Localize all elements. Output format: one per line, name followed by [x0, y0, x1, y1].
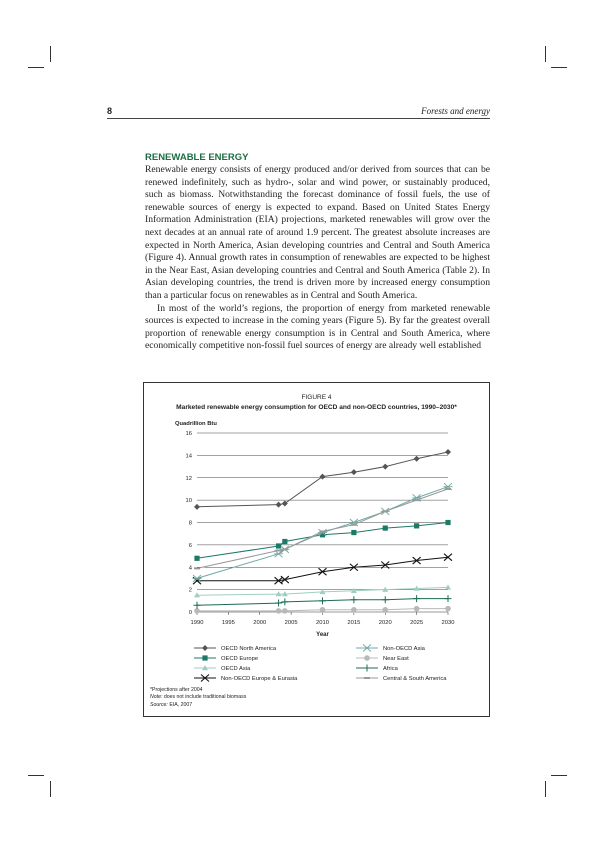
data-point-near-east	[276, 608, 282, 614]
crop-mark	[28, 67, 44, 68]
data-point-africa	[413, 595, 420, 602]
data-point-oecd-europe	[194, 556, 199, 561]
x-tick-label: 1995	[221, 620, 235, 626]
data-point-oecd-europe	[383, 525, 388, 530]
x-tick-label: 2030	[441, 620, 455, 626]
data-point-near-east	[382, 607, 388, 613]
figure-title: Marketed renewable energy consumption for OECD and non-OECD countries, 1990–2030*	[176, 404, 457, 411]
source-text: EIA, 2007	[167, 701, 193, 708]
data-point-oecd-north-america	[414, 456, 420, 462]
legend-marker	[202, 655, 207, 660]
y-tick-label: 2	[188, 587, 192, 594]
legend-label: Non-OECD Asia	[383, 646, 425, 652]
y-tick-label: 16	[185, 431, 192, 437]
y-tick-label: 0	[188, 610, 192, 616]
crop-mark	[551, 67, 567, 68]
y-tick-label: 4	[188, 565, 192, 572]
x-tick-label: 2015	[347, 620, 361, 626]
y-tick-label: 10	[185, 498, 192, 505]
figure-4	[143, 382, 490, 717]
data-point-africa	[194, 602, 201, 609]
x-tick-label: 2000	[253, 620, 267, 626]
line-chart	[144, 383, 489, 683]
crop-mark	[551, 775, 567, 776]
y-tick-label: 8	[188, 520, 192, 527]
series-line-oecd-europe	[197, 523, 448, 559]
projections-note: *Projections after 2004	[150, 687, 203, 693]
source-note	[150, 702, 246, 709]
data-point-oecd-europe	[282, 539, 287, 544]
legend-label: OECD North America	[221, 646, 277, 652]
legend-marker	[364, 665, 371, 672]
x-tick-label: 1990	[190, 620, 204, 626]
crop-mark	[545, 46, 546, 62]
x-tick-label: 2010	[316, 620, 329, 626]
data-point-near-east	[414, 606, 420, 612]
legend-label: OECD Asia	[221, 666, 251, 672]
data-point-central-south-america	[351, 524, 357, 526]
data-point-oecd-north-america	[320, 474, 326, 480]
header-rule	[107, 118, 490, 119]
data-point-central-south-america	[414, 499, 420, 501]
data-point-africa	[319, 597, 326, 604]
x-tick-label: 2025	[410, 620, 424, 626]
data-point-central-south-america	[282, 548, 288, 550]
series-line-non-oecd-europe-eurasia	[197, 557, 448, 581]
data-point-central-south-america	[194, 567, 200, 569]
data-point-oecd-north-america	[194, 504, 200, 510]
crop-mark	[50, 46, 51, 62]
crop-mark	[28, 775, 44, 776]
data-point-africa	[445, 595, 452, 602]
data-point-oecd-north-america	[382, 464, 388, 470]
legend-label: Central & South America	[383, 676, 447, 682]
data-point-oecd-europe	[414, 523, 419, 528]
data-point-africa	[382, 596, 389, 603]
y-axis-title: Quadrillion Btu	[175, 421, 217, 427]
legend-label: Africa	[383, 666, 398, 672]
data-point-oecd-north-america	[351, 469, 357, 475]
legend-marker	[363, 645, 372, 652]
figure-notes	[150, 687, 246, 709]
legend-marker	[202, 645, 208, 651]
data-point-africa	[275, 600, 282, 607]
legend-marker	[364, 655, 370, 661]
section-title: RENEWABLE ENERGY	[145, 152, 249, 163]
y-tick-label: 14	[185, 453, 192, 460]
paragraph: Renewable energy consists of energy produced and/or derived from sources that can be renewed indefinitely, such as hydro-, solar and wind power, or sustainably produced, such as biomass. Notwithstanding the forecast dominance of fossil fuels, the use of renewable sources of energy is expected to expand. Based on United States Energy Information Administration (EIA) projections, marketed renewables will grow over the next decades at an annual rate of around 1.9 percent. The greatest absolute increases are expected in North America, Asian developing countries and Central and South America (Figure 4). Annual growth rates in consumption of renewables are expected to be highest in the Near East, Asian developing countries and Central and South America (Table 2). In Asian developing countries, the trend is driven more by increased energy consumption than a particular focus on renewables as in Central and South America.	[145, 164, 490, 301]
legend-label: Non-OECD Europe & Eurasia	[221, 676, 298, 682]
data-point-central-south-america	[276, 549, 282, 551]
data-point-non-oecd-europe-eurasia	[281, 576, 289, 583]
data-point-africa	[350, 596, 357, 603]
note-label: Note:	[150, 694, 163, 701]
crop-mark	[545, 781, 546, 797]
x-axis-title: Year	[316, 632, 329, 638]
data-point-africa	[281, 598, 288, 605]
data-point-near-east	[282, 608, 288, 614]
y-tick-label: 12	[185, 475, 192, 482]
x-tick-label: 2020	[378, 620, 392, 626]
data-point-near-east	[445, 606, 451, 612]
source-label: Source:	[150, 701, 168, 708]
data-point-oecd-europe	[351, 530, 356, 535]
data-point-oecd-europe	[445, 520, 450, 525]
running-title: Forests and energy	[421, 106, 490, 116]
body-text	[145, 164, 490, 353]
data-point-oecd-europe	[276, 543, 281, 548]
x-tick-label: 2005	[284, 620, 298, 626]
figure-label: FIGURE 4	[301, 394, 332, 401]
data-point-central-south-america	[382, 510, 388, 512]
data-point-near-east	[351, 607, 357, 613]
page-number: 8	[107, 106, 113, 116]
biomass-note	[150, 694, 246, 701]
crop-mark	[50, 781, 51, 797]
y-tick-label: 6	[188, 542, 192, 549]
data-point-central-south-america	[320, 530, 326, 532]
data-point-central-south-america	[445, 488, 451, 490]
data-point-near-east	[320, 607, 326, 613]
note-text: does not include traditional biomass	[162, 694, 247, 701]
legend-label: Near East	[383, 656, 409, 662]
legend-label: OECD Europe	[221, 656, 259, 662]
legend-marker	[364, 677, 370, 679]
data-point-oecd-north-america	[276, 502, 282, 508]
data-point-near-east	[194, 608, 200, 614]
paragraph: In most of the world’s regions, the proportion of energy from marketed renewable sources is expected to increase in the coming years (Figure 5). By far the greatest overall proportion of renewable energy consumption is in Central and South America, where economically competitive non-fossil fuel sources of energy are already well established	[145, 302, 490, 352]
data-point-oecd-north-america	[445, 449, 451, 455]
